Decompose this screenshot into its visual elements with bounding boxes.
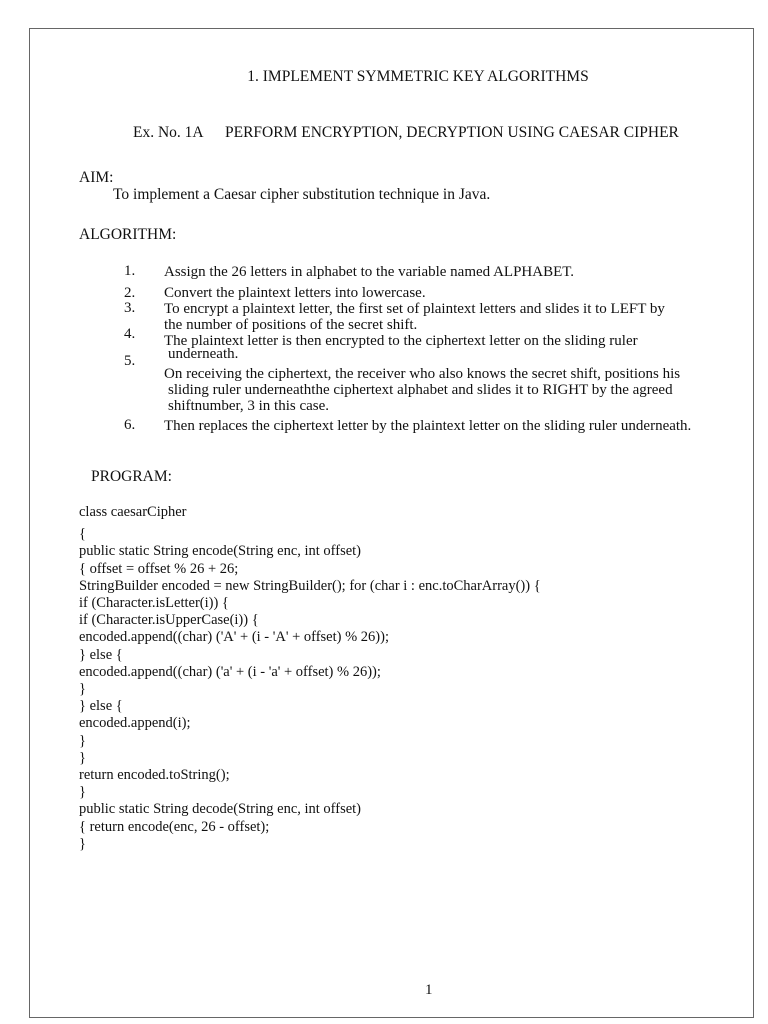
aim-text: To implement a Caesar cipher substitution technique in Java. xyxy=(113,186,491,203)
code-line: } else { xyxy=(79,646,123,663)
code-line: encoded.append(i); xyxy=(79,715,191,732)
code-line: } xyxy=(79,732,86,749)
algorithm-line: underneath. xyxy=(168,346,239,362)
exercise-line xyxy=(133,124,679,142)
code-line: } xyxy=(79,749,86,766)
algorithm-line: To encrypt a plaintext letter, the first set of plaintext letters and slides it to LEFT by xyxy=(164,301,665,317)
algorithm-heading: ALGORITHM: xyxy=(79,226,177,243)
algorithm-step-number: 6. xyxy=(124,417,136,433)
code-line: return encoded.toString(); xyxy=(79,767,230,784)
code-line: { offset = offset % 26 + 26; xyxy=(79,560,239,577)
algorithm-line: shiftnumber, 3 in this case. xyxy=(168,398,330,414)
algorithm-step-number: 3. xyxy=(124,300,136,316)
code-line: } xyxy=(79,681,86,698)
code-line: public static String decode(String enc, int offset) xyxy=(79,801,362,818)
document-title: 1. IMPLEMENT SYMMETRIC KEY ALGORITHMS xyxy=(247,68,589,85)
code-line: public static String encode(String enc, int offset) xyxy=(79,543,362,560)
program-heading: PROGRAM: xyxy=(91,468,172,485)
page-number: 1 xyxy=(425,982,433,998)
algorithm-line: The plaintext letter is then encrypted to the ciphertext letter on the sliding ruler xyxy=(164,333,638,349)
algorithm-line: On receiving the ciphertext, the receiver who also knows the secret shift, positions his xyxy=(164,366,681,382)
code-line: StringBuilder encoded = new StringBuilder(); for (char i : enc.toCharArray()) { xyxy=(79,577,541,594)
code-line: } xyxy=(79,784,86,801)
algorithm-step-number: 5. xyxy=(124,353,136,369)
aim-heading: AIM: xyxy=(79,169,114,186)
code-line: } xyxy=(79,835,86,852)
algorithm-step-number: 4. xyxy=(124,326,136,342)
algorithm-line: Then replaces the ciphertext letter by the plaintext letter on the sliding ruler underneath. xyxy=(164,418,692,434)
code-line: if (Character.isUpperCase(i)) { xyxy=(79,612,259,629)
code-line: class caesarCipher xyxy=(79,504,187,520)
program-code xyxy=(79,504,541,853)
code-line: if (Character.isLetter(i)) { xyxy=(79,595,229,612)
code-line: { return encode(enc, 26 - offset); xyxy=(79,818,270,835)
algorithm-line: Assign the 26 letters in alphabet to the variable named ALPHABET. xyxy=(164,264,575,280)
algorithm-line: sliding ruler underneaththe ciphertext alphabet and slides it to RIGHT by the agreed xyxy=(168,382,673,398)
code-line: } else { xyxy=(79,698,123,715)
exercise-number: Ex. No. 1A xyxy=(133,124,204,141)
algorithm-line: Convert the plaintext letters into lowercase. xyxy=(164,285,426,301)
algorithm-step-number: 2. xyxy=(124,285,136,301)
code-line: encoded.append((char) ('A' + (i - 'A' + offset) % 26)); xyxy=(79,629,389,646)
exercise-title: PERFORM ENCRYPTION, DECRYPTION USING CAESAR CIPHER xyxy=(225,124,679,141)
algorithm-line: the number of positions of the secret shift. xyxy=(164,317,418,333)
code-line: { xyxy=(79,526,86,543)
algorithm-step-number: 1. xyxy=(124,263,136,279)
code-line: encoded.append((char) ('a' + (i - 'a' + offset) % 26)); xyxy=(79,663,381,680)
